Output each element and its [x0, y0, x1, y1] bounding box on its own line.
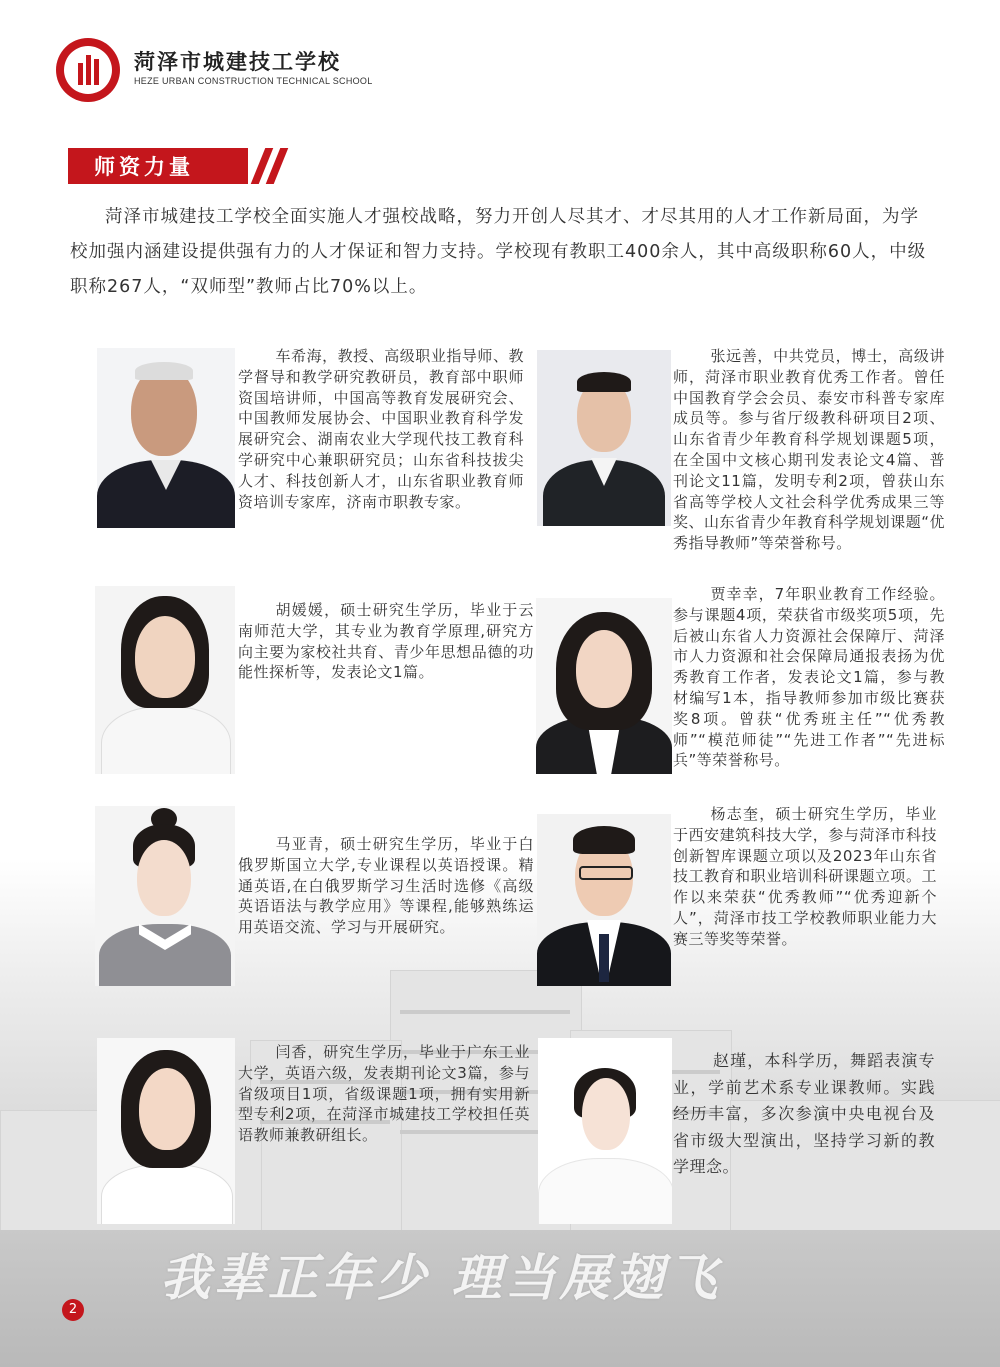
teacher-photo — [95, 806, 235, 986]
teacher-bio: 闫香，研究生学历，毕业于广东工业大学，英语六级，发表期刊论文3篇，参与省级项目1项，省级课题1项，拥有实用新型专利2项，在菏泽市城建技工学校担任英语教师兼教研组长。 — [238, 1043, 530, 1145]
school-name-en: HEZE URBAN CONSTRUCTION TECHNICAL SCHOOL — [134, 76, 373, 86]
intro-paragraph: 菏泽市城建技工学校全面实施人才强校战略，努力开创人尽其才、才尽其用的人才工作新局面，为学校加强内涵建设提供强有力的人才保证和智力支持。学校现有教职工400余人，其中高级职称60人，中级职称267人，“双师型”教师占比70%以上。 — [70, 207, 927, 297]
teacher-bio: 胡媛媛，硕士研究生学历，毕业于云南师范大学，其专业为教育学原理,研究方向主要为家校社共育、青少年思想品德的功能性探析等，发表论文1篇。 — [238, 601, 534, 682]
teacher-photo — [536, 598, 672, 774]
teacher-photo — [97, 348, 235, 528]
teacher-photo — [97, 1038, 235, 1224]
teacher-photo — [538, 1038, 672, 1224]
teacher-bio: 贾幸幸，7年职业教育工作经验。参与课题4项，荣获省市级奖项5项，先后被山东省人力资源社会保障厅、菏泽市人力资源和社会保障局通报表扬为优秀教育工作者，发表论文1篇，参与教材编写1本，指导教师参加市级比赛获奖8项。曾获“优秀班主任”“优秀教师”“模范师徒”“先进工作者”“先进标兵”等荣誉称号。 — [673, 585, 945, 770]
teacher-photo — [537, 814, 671, 986]
school-logo — [56, 38, 120, 102]
teacher-bio: 车希海，教授、高级职业指导师、教学督导和教学研究教研员，教育部中职师资国培讲师，中国高等教育发展研究会、中国教师发展协会、中国职业教育科学发展研究会、湖南农业大学现代技工教育科学研究中心兼职研究员；山东省科技拔尖人才、科技创新人才，山东省职业教育师资培训专家库，济南市职教专家。 — [238, 347, 524, 511]
teacher-bio: 马亚青，硕士研究生学历，毕业于白俄罗斯国立大学,专业课程以英语授课。精通英语,在白俄罗斯学习生活时选修《高级英语语法与教学应用》等课程,能够熟练运用英语交流、学习与开展研究。 — [238, 835, 534, 937]
teacher-photo — [95, 586, 235, 774]
school-name-cn: 菏泽市城建技工学校 — [134, 49, 341, 74]
slogan: 我辈正年少 理当展翅飞 — [160, 1248, 722, 1307]
section-title: 师资力量 — [94, 155, 194, 179]
teacher-bio: 杨志奎，硕士研究生学历，毕业于西安建筑科技大学，参与菏泽市科技创新智库课题立项以及2023年山东省技工教育和职业培训科研课题立项。工作以来荣获“优秀教师”“优秀迎新个人”，菏泽市技工学校教师职业能力大赛三等奖等荣誉。 — [673, 805, 937, 948]
teacher-bio: 赵瑾，本科学历，舞蹈表演专业，学前艺术系专业课教师。实践经历丰富，多次参演中央电视台及省市级大型演出，坚持学习新的教学理念。 — [673, 1051, 935, 1177]
teacher-bio: 张远善，中共党员，博士，高级讲师，菏泽市职业教育优秀工作者。曾任中国教育学会会员、泰安市科普专家库成员等。参与省厅级教科研项目2项、山东省青少年教育科学规划课题5项，在全国中文核心期刊发表论文4篇、普刊论文11篇，发明专利2项，曾获山东省高等学校人文社会科学优秀成果三等奖、山东省青少年教育科学规划课题“优秀指导教师”等荣誉称号。 — [673, 347, 945, 553]
teacher-photo — [537, 350, 671, 526]
page-number: 2 — [62, 1299, 84, 1321]
